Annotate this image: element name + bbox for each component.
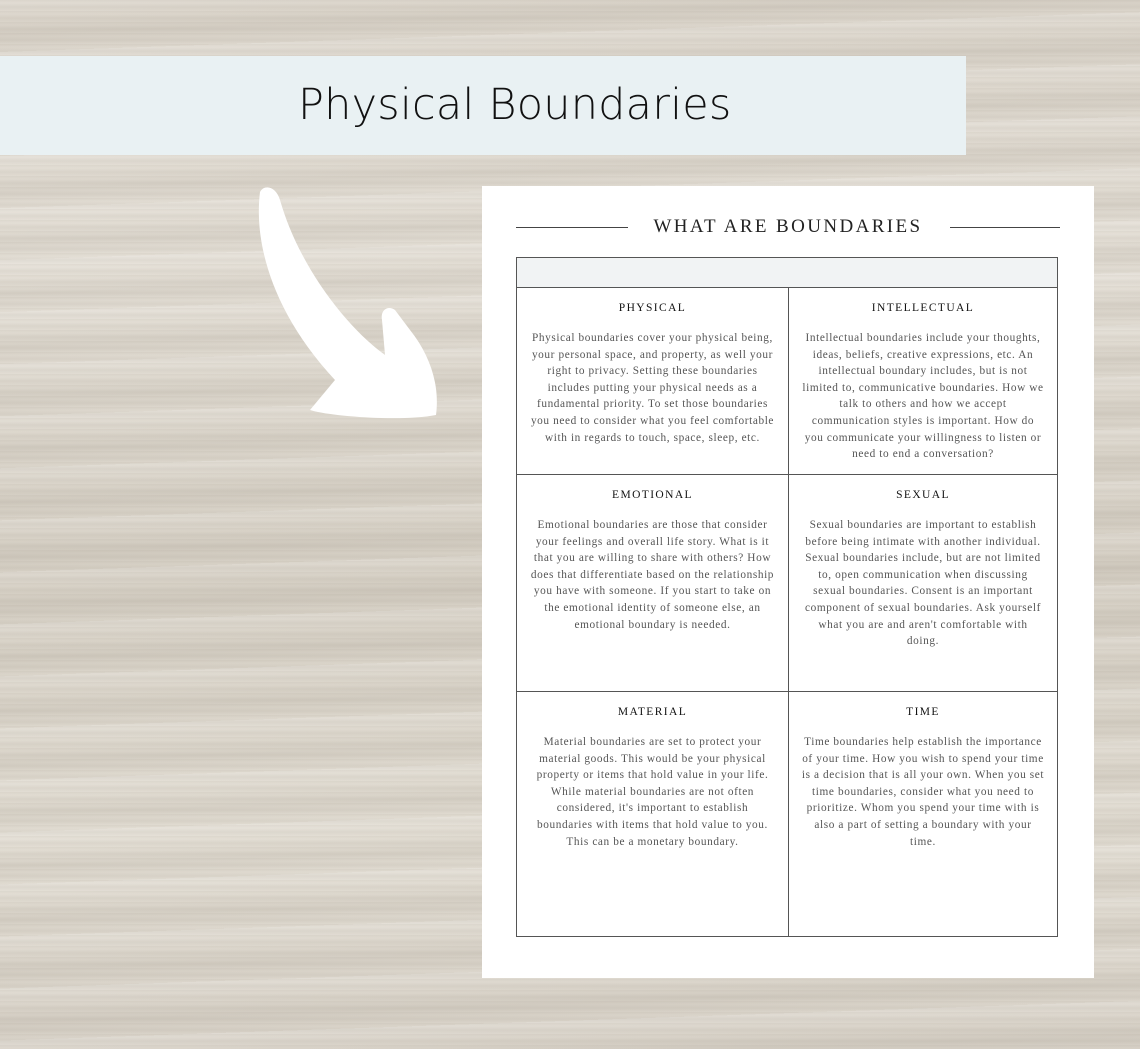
cell-text: Physical boundaries cover your physical being, your personal space, and property, as well your right to privacy. Setting these boundaries includes putting your physical needs as a fundamental priority. To set those boundaries you need to consider what you feel comfortable with in regards to touch, space, sleep, etc. (530, 332, 775, 444)
heading-rule-right (950, 227, 1060, 228)
cell-title: TIME (906, 706, 940, 718)
cell-physical (517, 288, 788, 446)
cell-text: Material boundaries are set to protect your material goods. This would be your physical property or items that hold value in your life. While material boundaries are not often considered, it's important to establish boundaries with items that hold value to you. This can be a monetary boundary. (536, 736, 769, 848)
page-title: Physical Boundaries (298, 80, 732, 130)
cell-title: INTELLECTUAL (871, 302, 975, 314)
cell-title: SEXUAL (896, 489, 950, 501)
cell-intellectual (789, 288, 1057, 463)
cell-title: MATERIAL (617, 706, 688, 718)
cell-material (517, 692, 788, 850)
grid-header-bar (517, 258, 1057, 288)
cell-title: EMOTIONAL (612, 489, 693, 501)
cell-text: Emotional boundaries are those that consider your feelings and overall life story. What is it that you are willing to share with others? How does that differentiate based on the relationship you have with someone. If you start to take on the emotional identity of someone else, an emotional boundary is needed. (530, 519, 775, 631)
cell-title: PHYSICAL (618, 302, 687, 314)
cell-text: Time boundaries help establish the importance of your time. How you wish to spend your time is a decision that is all your own. When you set time boundaries, consider what you need to prioritize. Whom you spend your time with is also a part of setting a boundary with your time. (801, 736, 1045, 848)
cell-text: Sexual boundaries are important to establish before being intimate with another individual. Sexual boundaries include, but are not limited to, open communication when discussing sexual boundaries. Consent is an important component of sexual boundaries. Ask yourself what you are and aren't comfortable with doing. (805, 519, 1041, 648)
cell-time (789, 692, 1057, 850)
cell-text: Intellectual boundaries include your thoughts, ideas, beliefs, creative expressions, etc. An intellectual boundary includes, but is not limited to, communicative boundaries. How we talk to others and how we accept communication styles is important. How do you communicate your willingness to listen or need to end a conversation? (802, 332, 1044, 461)
curved-arrow-icon (240, 180, 450, 440)
worksheet-heading (516, 216, 1060, 240)
boundaries-grid (516, 257, 1058, 937)
cell-emotional (517, 475, 788, 633)
worksheet-title: WHAT ARE BOUNDARIES (653, 216, 923, 237)
worksheet-page (482, 186, 1094, 978)
cell-sexual (789, 475, 1057, 650)
